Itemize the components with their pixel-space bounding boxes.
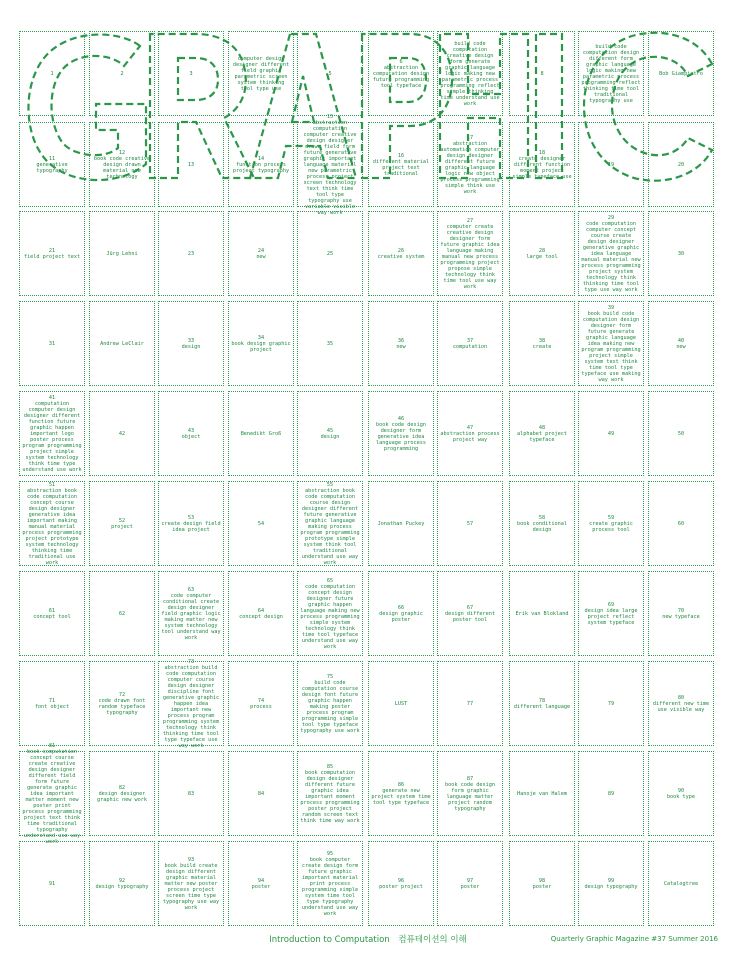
cell-number: 6 bbox=[399, 58, 403, 65]
grid-cell bbox=[648, 211, 714, 296]
cell-text: new bbox=[676, 343, 686, 350]
cell-number: 26 bbox=[397, 247, 405, 254]
grid-cell bbox=[89, 481, 155, 566]
cell-text: design different poster tool bbox=[445, 610, 495, 623]
grid-cell bbox=[297, 661, 363, 746]
cell-number: 75 bbox=[326, 673, 334, 680]
cell-text: abstraction automation computer design designer different future graphic language logic new object process programming simple think use work bbox=[440, 140, 500, 195]
footer-title-ko: 컴퓨테이션의 이해 bbox=[398, 935, 467, 945]
cell-number: 82 bbox=[118, 784, 126, 791]
grid-cell bbox=[89, 31, 155, 116]
cell-text: different language bbox=[513, 703, 571, 710]
cell-number: 87 bbox=[466, 775, 474, 782]
grid-cell bbox=[228, 661, 294, 746]
cell-number: 67 bbox=[466, 604, 474, 611]
grid-cell bbox=[578, 391, 644, 476]
cell-number: 17 bbox=[466, 134, 474, 141]
cell-text: design typography bbox=[584, 883, 638, 890]
cell-number: 18 bbox=[538, 149, 546, 156]
grid-cell bbox=[509, 391, 575, 476]
cell-number: 86 bbox=[397, 781, 405, 788]
grid-cell bbox=[509, 122, 575, 207]
cell-number: 19 bbox=[607, 161, 615, 168]
cell-number: 23 bbox=[187, 250, 195, 257]
cell-text: different new time use visible way bbox=[652, 700, 710, 713]
grid-cell bbox=[158, 658, 224, 749]
grid-cell bbox=[89, 661, 155, 746]
cell-number: 49 bbox=[607, 430, 615, 437]
cell-number: 59 bbox=[607, 514, 615, 521]
cell-number: 85 bbox=[326, 763, 334, 770]
grid-cell bbox=[158, 122, 224, 207]
cell-number: 30 bbox=[677, 250, 685, 257]
cell-text: abstraction book code computation course design designer different future generative graphic language making process program programming prototype simple system think tool traditional understand use way work bbox=[300, 487, 360, 566]
grid-cell bbox=[578, 31, 644, 116]
grid-cell bbox=[368, 841, 434, 926]
cell-number: 80 bbox=[677, 694, 685, 701]
grid-cell bbox=[89, 301, 155, 386]
cell-number: 13 bbox=[187, 161, 195, 168]
cell-number: 99 bbox=[607, 877, 615, 884]
cell-text: generate new project system time tool type typeface bbox=[371, 787, 431, 806]
cell-number: 37 bbox=[466, 337, 474, 344]
cell-text: poster bbox=[460, 883, 480, 890]
cell-number: 64 bbox=[257, 607, 265, 614]
cell-text: Catalogtree bbox=[663, 880, 699, 887]
cell-number: 43 bbox=[187, 427, 195, 434]
cell-text: Bob Giampietro bbox=[659, 70, 703, 77]
grid-cell bbox=[368, 301, 434, 386]
grid-cell bbox=[509, 571, 575, 656]
cell-text: build code computation design different form graphic language logic making new parametric process programming reflect thinking time tool traditional typography use bbox=[581, 43, 641, 104]
grid-cell bbox=[509, 301, 575, 386]
cell-number: 29 bbox=[607, 214, 615, 221]
grid-cell bbox=[297, 571, 363, 656]
cell-number: 73 bbox=[187, 658, 195, 665]
cell-text: new typeface bbox=[662, 613, 700, 620]
cell-text: build code computation creative design form generate graphic language logic making new parametric process programming reflect simple thinking time understand use work bbox=[440, 40, 500, 107]
cell-text: computer design designer different field graphic parametric screen system thinking tool type use bbox=[232, 55, 290, 92]
cell-text: generative typography bbox=[36, 161, 68, 174]
grid-cell bbox=[158, 301, 224, 386]
cell-text: book type bbox=[666, 793, 696, 800]
cell-number: 38 bbox=[538, 337, 546, 344]
grid-cell bbox=[648, 751, 714, 836]
cell-text: object bbox=[181, 433, 201, 440]
grid-cell bbox=[89, 571, 155, 656]
cell-number: 45 bbox=[326, 427, 334, 434]
grid-cell bbox=[228, 751, 294, 836]
grid-cell bbox=[19, 31, 85, 116]
grid-cell bbox=[509, 751, 575, 836]
cell-text: field project text bbox=[23, 253, 81, 260]
cell-number: 89 bbox=[607, 790, 615, 797]
cell-number: 95 bbox=[326, 850, 334, 857]
grid-cell bbox=[89, 122, 155, 207]
grid-cell bbox=[578, 751, 644, 836]
grid-cell bbox=[648, 841, 714, 926]
cell-number: 83 bbox=[187, 790, 195, 797]
grid-cell bbox=[648, 31, 714, 116]
cell-text: book design graphic project bbox=[231, 340, 291, 353]
cell-text: design typography bbox=[95, 883, 149, 890]
cell-text: abstraction build code computation computer course design designer discipline font generative graphic happen idea important new process program programming system technology think thinking time tool type typeface use way work bbox=[162, 664, 220, 749]
grid-cell bbox=[509, 31, 575, 116]
cell-number: 25 bbox=[326, 250, 334, 257]
cell-number: 42 bbox=[118, 430, 126, 437]
grid-cell bbox=[158, 391, 224, 476]
cell-text: new bbox=[396, 343, 406, 350]
grid-cell bbox=[648, 481, 714, 566]
cell-text: Erik van Blokland bbox=[515, 610, 569, 617]
grid-cell bbox=[437, 122, 503, 207]
cell-text: book build create design different graphic material matter new poster process project screen time type typography use way work bbox=[162, 862, 220, 911]
grid-cell bbox=[368, 481, 434, 566]
cell-text: design bbox=[181, 343, 201, 350]
cell-text: abstraction computation computer creative design designer drawn field form future generative graphic important language material new parametric process project screen technology text think time tool type typography use variable visible way work bbox=[303, 119, 357, 216]
grid-cell bbox=[368, 751, 434, 836]
cell-number: 55 bbox=[326, 481, 334, 488]
cell-number: 36 bbox=[397, 337, 405, 344]
cell-text: concept tool bbox=[33, 613, 71, 620]
grid-cell bbox=[89, 211, 155, 296]
grid-cell bbox=[368, 122, 434, 207]
cell-text: Jürg Lehni bbox=[106, 250, 138, 257]
grid-cell bbox=[509, 211, 575, 296]
cell-text: create designer different function moment project simple typeface use bbox=[512, 155, 572, 180]
cell-number: 93 bbox=[187, 856, 195, 863]
cell-number: 74 bbox=[257, 697, 265, 704]
cell-text: Hanoje van Halem bbox=[517, 790, 567, 797]
grid-cell bbox=[19, 301, 85, 386]
cell-text: abstraction computation design future programming tool typeface bbox=[372, 64, 430, 89]
cell-number: 79 bbox=[607, 700, 615, 707]
cell-number: 15 bbox=[326, 113, 334, 120]
cell-number: 20 bbox=[677, 161, 685, 168]
cell-text: design graphic poster bbox=[379, 610, 423, 623]
grid-cell bbox=[648, 122, 714, 207]
grid-cell bbox=[228, 301, 294, 386]
cell-text: book computation design designer different future graphic idea important moment process programming poster project random screen text think time way work bbox=[300, 769, 360, 824]
cell-number: 35 bbox=[326, 340, 334, 347]
cell-number: 62 bbox=[118, 610, 126, 617]
cell-number: 5 bbox=[328, 70, 332, 77]
grid-cell bbox=[228, 571, 294, 656]
cell-number: 16 bbox=[397, 152, 405, 159]
cell-number: 97 bbox=[466, 877, 474, 884]
cell-number: 46 bbox=[397, 415, 405, 422]
cell-number: 61 bbox=[48, 607, 56, 614]
cell-text: create bbox=[532, 343, 552, 350]
grid-cell bbox=[648, 571, 714, 656]
cell-number: 27 bbox=[466, 217, 474, 224]
cell-text: code computation concept design designer future graphic happen language making new process programming simple system technology think time tool typeface understand use way work bbox=[300, 583, 360, 650]
grid-cell bbox=[437, 481, 503, 566]
cell-number: 39 bbox=[607, 304, 615, 311]
cell-number: 78 bbox=[538, 697, 546, 704]
grid-cell bbox=[437, 31, 503, 116]
grid-cell bbox=[228, 122, 294, 207]
cell-number: 47 bbox=[466, 424, 474, 431]
cell-number: 58 bbox=[538, 514, 546, 521]
grid-cell bbox=[19, 481, 85, 566]
cell-number: 66 bbox=[397, 604, 405, 611]
cell-number: 34 bbox=[257, 334, 265, 341]
grid-cell bbox=[89, 391, 155, 476]
cell-text: code computation computer concept course create design designer generative graphic idea language manual material new process programming project system technology think thinking time tool type use way work bbox=[581, 220, 641, 293]
cell-number: 69 bbox=[607, 601, 615, 608]
cell-text: code drawn font random typeface typography bbox=[98, 697, 146, 716]
grid-cell bbox=[437, 661, 503, 746]
grid-cell bbox=[578, 301, 644, 386]
cell-text: computation bbox=[452, 343, 488, 350]
magazine-issue: Quarterly Graphic Magazine #37 Summer 2016 bbox=[550, 935, 718, 943]
grid-cell bbox=[437, 751, 503, 836]
grid-cell bbox=[19, 841, 85, 926]
grid-cell bbox=[89, 841, 155, 926]
grid-cell bbox=[19, 211, 85, 296]
cell-text: font object bbox=[34, 703, 70, 710]
grid-cell bbox=[297, 113, 363, 216]
cell-text: create graphic process tool bbox=[589, 520, 633, 533]
cell-number: 57 bbox=[466, 520, 474, 527]
cell-text: poster bbox=[532, 883, 552, 890]
cell-number: 54 bbox=[257, 520, 265, 527]
grid-cell bbox=[297, 301, 363, 386]
cell-text: abstraction process project way bbox=[440, 430, 500, 443]
grid-cell bbox=[19, 661, 85, 746]
grid-cell bbox=[89, 751, 155, 836]
cell-number: 8 bbox=[540, 70, 544, 77]
grid-cell bbox=[228, 391, 294, 476]
cell-text: build code computation course design font future graphic happen making poster process program programming simple tool type typeface typography use work bbox=[300, 679, 360, 734]
cell-number: 40 bbox=[677, 337, 685, 344]
cell-text: book build code computation design designer form future generate graphic language idea making new program programming project simple system text think time tool type typeface use making way work bbox=[581, 310, 641, 383]
grid-cell bbox=[228, 481, 294, 566]
cell-text: book conditional design bbox=[517, 520, 567, 533]
grid-cell bbox=[19, 571, 85, 656]
cell-number: 3 bbox=[189, 70, 193, 77]
grid-cell bbox=[578, 481, 644, 566]
cell-number: 11 bbox=[48, 155, 56, 162]
cell-text: new bbox=[256, 253, 266, 260]
grid-cell bbox=[368, 571, 434, 656]
grid-cell bbox=[437, 301, 503, 386]
cell-number: 98 bbox=[538, 877, 546, 884]
grid-cell bbox=[437, 391, 503, 476]
cell-number: 51 bbox=[48, 481, 56, 488]
grid-cell bbox=[228, 31, 294, 116]
cell-number: 94 bbox=[257, 877, 265, 884]
grid-cell bbox=[578, 211, 644, 296]
cell-text: computation computer design designer different function future graphic happen important logo poster process program programming project simple system technology think time type understand use work bbox=[22, 400, 82, 473]
cell-text: book code design designer form generative idea language process programming bbox=[376, 421, 426, 452]
cell-number: 77 bbox=[466, 700, 474, 707]
cell-number: 33 bbox=[187, 337, 195, 344]
cell-number: 90 bbox=[677, 787, 685, 794]
grid-cell bbox=[509, 481, 575, 566]
cell-number: 31 bbox=[48, 340, 56, 347]
cell-text: computer create creative design designer form future graphic idea language making manual new process programming project propose simple technology think time tool use way work bbox=[440, 223, 500, 290]
grid-cell bbox=[297, 391, 363, 476]
cell-number: 28 bbox=[538, 247, 546, 254]
grid-cell bbox=[297, 31, 363, 116]
grid-cell bbox=[648, 391, 714, 476]
cell-number: 96 bbox=[397, 877, 405, 884]
cell-number: 63 bbox=[187, 586, 195, 593]
cell-text: different material project text traditional bbox=[372, 158, 430, 177]
cell-text: book code creative design drawn material new technology bbox=[93, 155, 151, 180]
cell-number: 72 bbox=[118, 691, 126, 698]
cell-number: 70 bbox=[677, 607, 685, 614]
grid-cell bbox=[578, 122, 644, 207]
cell-number: 21 bbox=[48, 247, 56, 254]
grid-cell bbox=[19, 122, 85, 207]
cell-text: book computer create design form future graphic important material print process programming simple system time tool type typography understand use way work bbox=[301, 856, 359, 917]
cell-text: code computer conditional create design designer field graphic logic making matter new system technology tool understand way work bbox=[161, 592, 221, 641]
cell-text: creative system bbox=[377, 253, 425, 260]
grid-cell bbox=[578, 661, 644, 746]
cell-number: 2 bbox=[120, 70, 124, 77]
cell-number: 41 bbox=[48, 394, 56, 401]
grid-cell bbox=[437, 211, 503, 296]
cell-text: poster bbox=[251, 883, 271, 890]
cell-text: LUST bbox=[394, 700, 408, 707]
cell-text: project bbox=[111, 523, 133, 530]
cell-number: 50 bbox=[677, 430, 685, 437]
cell-text: process bbox=[250, 703, 272, 710]
cell-text: create design field idea project bbox=[161, 520, 221, 533]
cell-text: large tool bbox=[526, 253, 558, 260]
cell-text: design idea large project reflect system typeface bbox=[584, 607, 638, 626]
cell-number: 92 bbox=[118, 877, 126, 884]
cell-text: Andrew LeClair bbox=[100, 340, 144, 347]
grid-cell bbox=[158, 31, 224, 116]
grid-cell bbox=[368, 31, 434, 116]
cell-number: 60 bbox=[677, 520, 685, 527]
grid-cell bbox=[437, 571, 503, 656]
grid-cell bbox=[578, 841, 644, 926]
grid-cell bbox=[228, 211, 294, 296]
grid-cell bbox=[297, 841, 363, 926]
cell-text: function process project typography bbox=[232, 161, 290, 174]
grid-cell bbox=[509, 841, 575, 926]
grid-cell bbox=[297, 751, 363, 836]
cell-number: 12 bbox=[118, 149, 126, 156]
grid-cell bbox=[648, 661, 714, 746]
grid-cell bbox=[437, 841, 503, 926]
cell-text: design bbox=[320, 433, 340, 440]
cell-number: 53 bbox=[187, 514, 195, 521]
cell-text: book code design form graphic language matter project random typography bbox=[445, 781, 495, 812]
grid-cell bbox=[158, 571, 224, 656]
cell-number: 71 bbox=[48, 697, 56, 704]
grid-cell bbox=[509, 661, 575, 746]
cell-number: 52 bbox=[118, 517, 126, 524]
grid-cell bbox=[228, 841, 294, 926]
grid-cell bbox=[578, 571, 644, 656]
cell-number: 14 bbox=[257, 155, 265, 162]
grid-cell bbox=[158, 751, 224, 836]
footer-title-en: Introduction to Computation bbox=[269, 935, 390, 945]
cell-number: 81 bbox=[48, 742, 56, 749]
cell-number: 65 bbox=[326, 577, 334, 584]
grid-cell bbox=[297, 211, 363, 296]
grid-cell bbox=[158, 841, 224, 926]
cell-text: Benedikt Groß bbox=[240, 430, 282, 437]
grid-cell bbox=[648, 301, 714, 386]
grid-cell bbox=[158, 481, 224, 566]
cell-text: Jonathan Puckey bbox=[377, 520, 425, 527]
cell-number: 84 bbox=[257, 790, 265, 797]
grid-cell bbox=[158, 211, 224, 296]
cell-number: 24 bbox=[257, 247, 265, 254]
grid-cell bbox=[19, 391, 85, 476]
cell-number: 48 bbox=[538, 424, 546, 431]
cell-text: design designer graphic new work bbox=[97, 790, 147, 803]
grid-cell bbox=[368, 391, 434, 476]
grid-cell bbox=[368, 211, 434, 296]
cell-text: abstraction book code computation concept course design designer generative idea important making manual material process programming project prototype system technology thinking time traditional use work bbox=[22, 487, 82, 566]
cell-text: alphabet project typeface bbox=[517, 430, 567, 443]
cell-text: book computation concept course create creative design designer different field form future generate graphic idea important matter moment new poster print process programming project text think time traditional typography understand use way work bbox=[22, 748, 82, 845]
grid-cell bbox=[19, 742, 85, 845]
cell-number: 1 bbox=[50, 70, 54, 77]
cell-text: poster project bbox=[379, 883, 423, 890]
grid-cell bbox=[297, 481, 363, 566]
cell-number: 91 bbox=[48, 880, 56, 887]
cell-text: concept design bbox=[239, 613, 283, 620]
grid-cell bbox=[368, 661, 434, 746]
